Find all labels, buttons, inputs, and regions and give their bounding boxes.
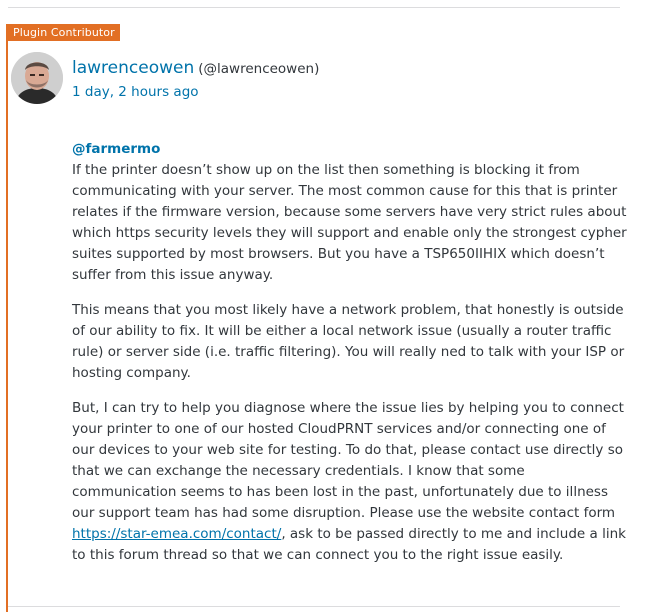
author-name-link[interactable]: lawrenceowen (72, 58, 195, 78)
contributor-accent-bar (6, 24, 8, 612)
author-line (72, 57, 319, 79)
author-handle: (@lawrenceowen) (198, 61, 320, 77)
avatar-portrait-icon (11, 52, 63, 104)
post-content (72, 139, 632, 566)
post-paragraph-3 (72, 398, 632, 566)
paragraph-3-text-start: But, I can try to help you diagnose where the issue lies by helping you to connect your printer to one of our hosted CloudPRNT services and/or connecting one of our devices to your web site for testing. To do that, please contact use directly so that we can exchange the necessary credentials. I know that some communication seems to has been lost in the past, unfortunately due to illness our support team has had some disruption. Please use the website contact form (72, 400, 624, 521)
bottom-divider (8, 606, 620, 607)
paragraph-3-text-end: , ask to be passed directly to me and include a link to this forum thread so that we can connect you to the right issue easily. (72, 526, 626, 563)
mention-link[interactable]: @farmermo (72, 141, 161, 157)
contact-form-link[interactable]: https://star-emea.com/contact/ (72, 526, 282, 542)
post-timestamp-link[interactable]: 1 day, 2 hours ago (72, 84, 199, 100)
avatar[interactable] (11, 52, 63, 104)
post-paragraph-1: If the printer doesn’t show up on the list then something is blocking it from communicating with your server. The most common cause for this that is printer relates if the firmware version, because some servers have very strict rules about which https security levels they will support and enable only the strongest cypher suites supported by most browsers. But you have a TSP650IIHIX which doesn’t suffer from this issue anyway. (72, 162, 627, 283)
plugin-contributor-badge: Plugin Contributor (8, 24, 120, 41)
top-divider (8, 7, 620, 8)
post-paragraph-2: This means that you most likely have a network problem, that honestly is outside of our ability to fix. It will be either a local network issue (usually a router traffic rule) or server side (i.e. traffic filtering). You will really ned to talk with your ISP or hosting company. (72, 302, 625, 381)
